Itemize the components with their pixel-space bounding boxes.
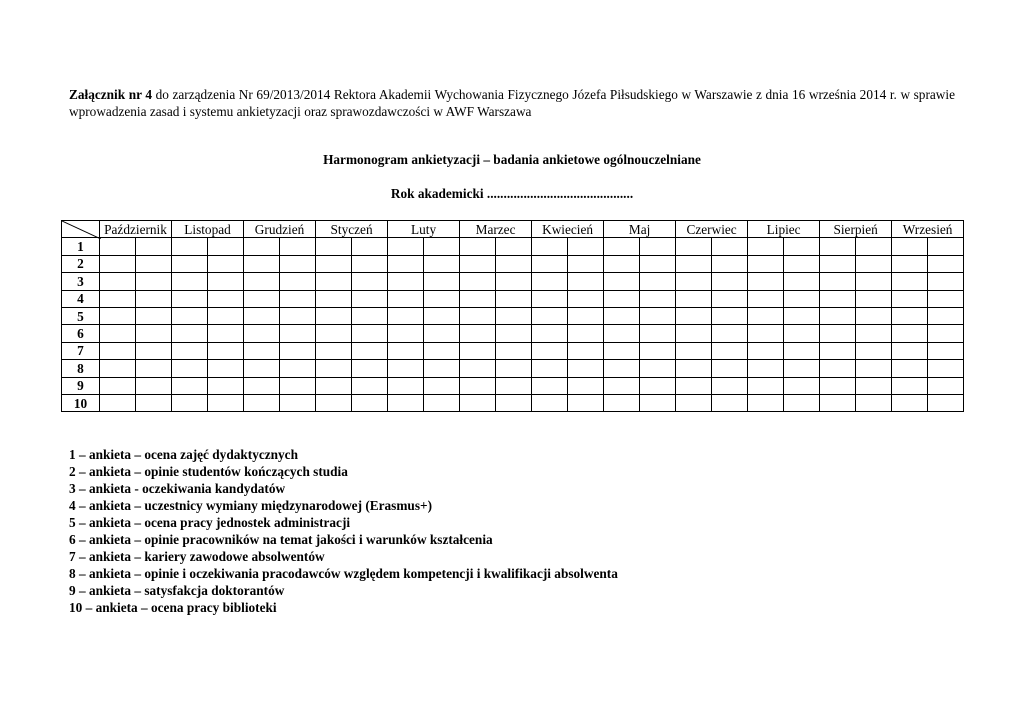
schedule-cell <box>640 238 676 255</box>
schedule-cell <box>784 377 820 394</box>
schedule-cell <box>172 307 208 324</box>
schedule-cell <box>208 238 244 255</box>
legend-item: 2 – ankieta – opinie studentów kończących studia <box>69 464 348 479</box>
row-number: 3 <box>62 273 100 290</box>
table-row <box>62 377 964 394</box>
survey-legend <box>69 446 618 616</box>
schedule-cell <box>172 342 208 359</box>
schedule-cell <box>424 377 460 394</box>
schedule-cell <box>604 394 640 411</box>
schedule-cell <box>892 360 928 377</box>
schedule-cell <box>496 255 532 272</box>
schedule-cell <box>424 360 460 377</box>
schedule-cell <box>172 360 208 377</box>
schedule-cell <box>280 255 316 272</box>
schedule-cell <box>244 238 280 255</box>
schedule-cell <box>316 307 352 324</box>
schedule-cell <box>352 360 388 377</box>
schedule-cell <box>388 273 424 290</box>
schedule-cell <box>388 290 424 307</box>
schedule-cell <box>424 342 460 359</box>
schedule-cell <box>496 342 532 359</box>
schedule-cell <box>892 325 928 342</box>
schedule-cell <box>820 394 856 411</box>
document-header <box>69 86 955 120</box>
schedule-cell <box>640 377 676 394</box>
schedule-cell <box>388 255 424 272</box>
schedule-cell <box>352 290 388 307</box>
schedule-cell <box>820 360 856 377</box>
schedule-cell <box>244 377 280 394</box>
table-row <box>62 394 964 411</box>
schedule-cell <box>748 325 784 342</box>
schedule-cell <box>856 360 892 377</box>
schedule-cell <box>496 394 532 411</box>
schedule-cell <box>496 307 532 324</box>
schedule-cell <box>856 377 892 394</box>
schedule-cell <box>532 255 568 272</box>
schedule-cell <box>892 342 928 359</box>
legend-item: 7 – ankieta – kariery zawodowe absolwentów <box>69 549 325 564</box>
schedule-cell <box>712 377 748 394</box>
schedule-cell <box>568 238 604 255</box>
row-number: 7 <box>62 342 100 359</box>
schedule-cell <box>928 255 964 272</box>
schedule-cell <box>496 360 532 377</box>
schedule-cell <box>388 394 424 411</box>
academic-year: Rok akademicki ............................................ <box>390 186 634 201</box>
schedule-cell <box>352 307 388 324</box>
schedule-cell <box>676 325 712 342</box>
schedule-cell <box>568 273 604 290</box>
schedule-cell <box>784 360 820 377</box>
schedule-cell <box>424 307 460 324</box>
month-header-3: Grudzień <box>244 221 316 238</box>
schedule-cell <box>604 307 640 324</box>
schedule-cell <box>640 360 676 377</box>
schedule-cell <box>388 377 424 394</box>
row-number: 1 <box>62 238 100 255</box>
schedule-cell <box>172 377 208 394</box>
schedule-cell <box>712 255 748 272</box>
month-header-6: Marzec <box>460 221 532 238</box>
schedule-cell <box>856 255 892 272</box>
schedule-cell <box>784 342 820 359</box>
schedule-cell <box>784 238 820 255</box>
table-row <box>62 307 964 324</box>
month-header-2: Listopad <box>172 221 244 238</box>
schedule-cell <box>424 273 460 290</box>
schedule-cell <box>784 273 820 290</box>
schedule-cell <box>316 377 352 394</box>
schedule-cell <box>316 238 352 255</box>
schedule-cell <box>892 394 928 411</box>
schedule-cell <box>928 342 964 359</box>
month-header-9: Czerwiec <box>676 221 748 238</box>
schedule-cell <box>424 255 460 272</box>
row-number: 4 <box>62 290 100 307</box>
schedule-cell <box>604 238 640 255</box>
schedule-cell <box>604 273 640 290</box>
schedule-cell <box>748 255 784 272</box>
schedule-cell <box>388 325 424 342</box>
table-row <box>62 255 964 272</box>
schedule-cell <box>424 325 460 342</box>
schedule-cell <box>784 255 820 272</box>
schedule-cell <box>100 394 136 411</box>
schedule-cell <box>928 377 964 394</box>
schedule-cell <box>928 360 964 377</box>
schedule-cell <box>604 342 640 359</box>
schedule-cell <box>352 238 388 255</box>
schedule-cell <box>892 255 928 272</box>
month-header-1: Październik <box>100 221 172 238</box>
schedule-cell <box>892 238 928 255</box>
legend-item: 10 – ankieta – ocena pracy biblioteki <box>69 600 277 615</box>
schedule-cell <box>748 394 784 411</box>
schedule-cell <box>136 307 172 324</box>
schedule-cell <box>100 307 136 324</box>
schedule-cell <box>532 307 568 324</box>
schedule-cell <box>640 255 676 272</box>
schedule-cell <box>928 394 964 411</box>
legend-item: 9 – ankieta – satysfakcja doktorantów <box>69 583 285 598</box>
schedule-cell <box>892 290 928 307</box>
schedule-cell <box>280 342 316 359</box>
schedule-cell <box>676 307 712 324</box>
schedule-cell <box>712 273 748 290</box>
schedule-cell <box>172 273 208 290</box>
table-row <box>62 238 964 255</box>
schedule-cell <box>856 394 892 411</box>
schedule-cell <box>892 307 928 324</box>
schedule-cell <box>352 325 388 342</box>
schedule-cell <box>280 377 316 394</box>
schedule-cell <box>208 377 244 394</box>
schedule-cell <box>136 394 172 411</box>
schedule-cell <box>892 377 928 394</box>
schedule-cell <box>100 290 136 307</box>
schedule-cell <box>460 255 496 272</box>
schedule-cell <box>388 307 424 324</box>
row-number: 2 <box>62 255 100 272</box>
schedule-cell <box>856 290 892 307</box>
schedule-cell <box>208 307 244 324</box>
schedule-cell <box>244 290 280 307</box>
schedule-cell <box>316 394 352 411</box>
legend-item: 1 – ankieta – ocena zajęć dydaktycznych <box>69 447 298 462</box>
row-number: 10 <box>62 394 100 411</box>
schedule-cell <box>280 360 316 377</box>
table-row <box>62 342 964 359</box>
schedule-cell <box>100 273 136 290</box>
schedule-cell <box>460 325 496 342</box>
schedule-cell <box>748 342 784 359</box>
schedule-cell <box>172 394 208 411</box>
schedule-cell <box>100 255 136 272</box>
schedule-cell <box>640 290 676 307</box>
schedule-cell <box>748 307 784 324</box>
schedule-cell <box>640 342 676 359</box>
schedule-cell <box>820 342 856 359</box>
schedule-cell <box>280 325 316 342</box>
schedule-cell <box>568 325 604 342</box>
attachment-description: do zarządzenia Nr 69/2013/2014 Rektora Akademii Wychowania Fizycznego Józefa Piłsudskiego w Warszawie z dnia 16 września 2014 r. w sprawie wprowadzenia zasad i systemu ankietyzacji oraz sprawozdawczości w AWF Warszawa <box>69 87 955 119</box>
schedule-cell <box>244 255 280 272</box>
schedule-cell <box>676 342 712 359</box>
legend-item: 6 – ankieta – opinie pracowników na temat jakości i warunków kształcenia <box>69 532 493 547</box>
schedule-cell <box>928 307 964 324</box>
schedule-cell <box>424 238 460 255</box>
schedule-cell <box>604 255 640 272</box>
legend-item: 5 – ankieta – ocena pracy jednostek administracji <box>69 515 351 530</box>
schedule-cell <box>820 255 856 272</box>
schedule-cell <box>136 238 172 255</box>
row-number: 5 <box>62 307 100 324</box>
month-header-8: Maj <box>604 221 676 238</box>
schedule-cell <box>568 255 604 272</box>
schedule-cell <box>784 290 820 307</box>
schedule-cell <box>244 342 280 359</box>
schedule-cell <box>424 394 460 411</box>
schedule-cell <box>712 342 748 359</box>
schedule-cell <box>568 377 604 394</box>
month-header-10: Lipiec <box>748 221 820 238</box>
schedule-cell <box>280 290 316 307</box>
schedule-cell <box>748 273 784 290</box>
schedule-cell <box>604 360 640 377</box>
schedule-cell <box>208 290 244 307</box>
schedule-cell <box>172 255 208 272</box>
schedule-cell <box>352 377 388 394</box>
schedule-cell <box>532 290 568 307</box>
schedule-cell <box>460 342 496 359</box>
schedule-cell <box>496 273 532 290</box>
legend-item: 8 – ankieta – opinie i oczekiwania pracodawców względem kompetencji i kwalifikacji absolwenta <box>69 566 618 581</box>
schedule-cell <box>424 290 460 307</box>
schedule-cell <box>280 273 316 290</box>
schedule-cell <box>496 238 532 255</box>
schedule-cell <box>568 360 604 377</box>
schedule-cell <box>748 238 784 255</box>
schedule-cell <box>856 325 892 342</box>
schedule-cell <box>352 255 388 272</box>
schedule-cell <box>820 238 856 255</box>
legend-item: 3 – ankieta - oczekiwania kandydatów <box>69 481 286 496</box>
schedule-cell <box>136 360 172 377</box>
schedule-cell <box>928 238 964 255</box>
schedule-cell <box>244 325 280 342</box>
schedule-cell <box>568 342 604 359</box>
table-row <box>62 325 964 342</box>
schedule-cell <box>316 290 352 307</box>
schedule-cell <box>640 307 676 324</box>
schedule-cell <box>676 273 712 290</box>
schedule-cell <box>712 325 748 342</box>
month-header-5: Luty <box>388 221 460 238</box>
schedule-cell <box>676 377 712 394</box>
schedule-cell <box>784 325 820 342</box>
schedule-cell <box>352 273 388 290</box>
schedule-cell <box>208 273 244 290</box>
schedule-cell <box>676 238 712 255</box>
schedule-cell <box>604 325 640 342</box>
schedule-cell <box>208 342 244 359</box>
schedule-cell <box>784 307 820 324</box>
schedule-cell <box>172 325 208 342</box>
schedule-cell <box>604 377 640 394</box>
month-header-11: Sierpień <box>820 221 892 238</box>
schedule-cell <box>856 342 892 359</box>
schedule-cell <box>244 273 280 290</box>
table-row <box>62 360 964 377</box>
month-header-4: Styczeń <box>316 221 388 238</box>
schedule-cell <box>676 360 712 377</box>
month-header-row <box>62 221 964 238</box>
schedule-cell <box>748 360 784 377</box>
schedule-cell <box>100 377 136 394</box>
schedule-cell <box>640 273 676 290</box>
schedule-cell <box>820 290 856 307</box>
schedule-cell <box>352 394 388 411</box>
schedule-cell <box>532 394 568 411</box>
schedule-cell <box>136 255 172 272</box>
schedule-cell <box>712 238 748 255</box>
schedule-cell <box>784 394 820 411</box>
schedule-cell <box>100 325 136 342</box>
schedule-cell <box>928 325 964 342</box>
schedule-cell <box>208 255 244 272</box>
schedule-cell <box>388 360 424 377</box>
schedule-cell <box>532 238 568 255</box>
schedule-cell <box>496 325 532 342</box>
schedule-cell <box>280 238 316 255</box>
schedule-cell <box>460 307 496 324</box>
schedule-cell <box>568 307 604 324</box>
schedule-cell <box>712 360 748 377</box>
schedule-cell <box>532 342 568 359</box>
schedule-cell <box>388 238 424 255</box>
schedule-cell <box>460 360 496 377</box>
schedule-cell <box>712 307 748 324</box>
schedule-cell <box>856 238 892 255</box>
schedule-cell <box>280 394 316 411</box>
row-number: 9 <box>62 377 100 394</box>
schedule-cell <box>316 273 352 290</box>
schedule-cell <box>820 273 856 290</box>
schedule-cell <box>820 307 856 324</box>
schedule-cell <box>136 325 172 342</box>
schedule-cell <box>712 394 748 411</box>
schedule-cell <box>460 377 496 394</box>
schedule-cell <box>316 342 352 359</box>
row-number: 6 <box>62 325 100 342</box>
schedule-cell <box>748 290 784 307</box>
schedule-cell <box>460 394 496 411</box>
schedule-cell <box>568 290 604 307</box>
corner-cell <box>62 221 100 238</box>
schedule-cell <box>316 360 352 377</box>
schedule-cell <box>208 360 244 377</box>
month-header-7: Kwiecień <box>532 221 604 238</box>
schedule-cell <box>208 325 244 342</box>
schedule-cell <box>388 342 424 359</box>
schedule-cell <box>136 377 172 394</box>
schedule-cell <box>136 273 172 290</box>
schedule-cell <box>244 394 280 411</box>
schedule-cell <box>532 377 568 394</box>
schedule-cell <box>748 377 784 394</box>
schedule-cell <box>316 325 352 342</box>
schedule-cell <box>460 273 496 290</box>
schedule-cell <box>100 342 136 359</box>
schedule-cell <box>208 394 244 411</box>
schedule-cell <box>244 360 280 377</box>
schedule-cell <box>136 290 172 307</box>
schedule-cell <box>532 360 568 377</box>
schedule-cell <box>496 377 532 394</box>
schedule-cell <box>172 238 208 255</box>
schedule-cell <box>280 307 316 324</box>
table-row <box>62 273 964 290</box>
schedule-cell <box>352 342 388 359</box>
schedule-cell <box>712 290 748 307</box>
schedule-cell <box>640 325 676 342</box>
schedule-cell <box>676 290 712 307</box>
schedule-cell <box>820 325 856 342</box>
schedule-cell <box>892 273 928 290</box>
table-row <box>62 290 964 307</box>
schedule-cell <box>460 238 496 255</box>
schedule-cell <box>568 394 604 411</box>
schedule-cell <box>316 255 352 272</box>
schedule-cell <box>820 377 856 394</box>
schedule-cell <box>676 394 712 411</box>
schedule-cell <box>856 273 892 290</box>
schedule-table <box>61 220 964 412</box>
schedule-cell <box>640 394 676 411</box>
schedule-cell <box>244 307 280 324</box>
schedule-cell <box>460 290 496 307</box>
schedule-cell <box>136 342 172 359</box>
diagonal-line <box>62 221 101 239</box>
schedule-cell <box>100 360 136 377</box>
schedule-cell <box>856 307 892 324</box>
schedule-cell <box>172 290 208 307</box>
row-number: 8 <box>62 360 100 377</box>
schedule-cell <box>928 273 964 290</box>
schedule-cell <box>928 290 964 307</box>
schedule-cell <box>532 273 568 290</box>
schedule-cell <box>604 290 640 307</box>
schedule-cell <box>676 255 712 272</box>
month-header-12: Wrzesień <box>892 221 964 238</box>
document-title: Harmonogram ankietyzacji – badania ankietowe ogólnouczelniane <box>323 152 701 167</box>
attachment-label: Załącznik nr 4 <box>69 87 153 102</box>
schedule-cell <box>496 290 532 307</box>
schedule-cell <box>100 238 136 255</box>
legend-item: 4 – ankieta – uczestnicy wymiany międzynarodowej (Erasmus+) <box>69 498 433 513</box>
schedule-cell <box>532 325 568 342</box>
